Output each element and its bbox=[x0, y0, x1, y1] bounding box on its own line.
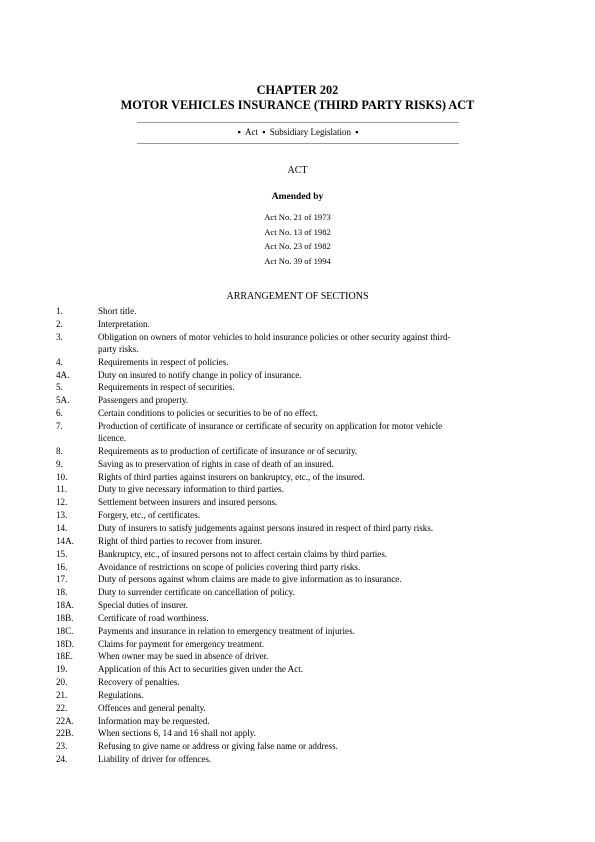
section-item[interactable] bbox=[56, 331, 466, 355]
section-number: 18C. bbox=[56, 625, 74, 636]
section-number: 8. bbox=[56, 445, 63, 456]
section-title: Bankruptcy, etc., of insured persons not to affect certain claims by third parties. bbox=[98, 548, 388, 559]
section-number: 5. bbox=[56, 382, 63, 393]
section-title: Regulations. bbox=[98, 689, 144, 700]
section-item[interactable] bbox=[56, 394, 466, 406]
section-item[interactable] bbox=[56, 561, 466, 573]
section-number: 1. bbox=[56, 306, 63, 316]
section-title: Saving as to preservation of rights in case of death of an insured. bbox=[98, 458, 334, 469]
section-item[interactable] bbox=[56, 509, 466, 521]
section-item[interactable] bbox=[56, 676, 466, 688]
section-title: Requirements in respect of securities. bbox=[98, 382, 235, 393]
nav-link-act[interactable]: Act bbox=[245, 127, 259, 137]
section-item[interactable] bbox=[56, 663, 466, 675]
section-number: 22. bbox=[56, 702, 68, 713]
section-title: When sections 6, 14 and 16 shall not apply. bbox=[98, 728, 257, 739]
section-number: 7. bbox=[56, 420, 63, 431]
section-title: Requirements as to production of certificate of insurance or of security. bbox=[98, 445, 358, 456]
section-item[interactable] bbox=[56, 356, 466, 368]
section-title: Refusing to give name or address or giving false name or address. bbox=[98, 741, 338, 752]
section-item[interactable] bbox=[56, 689, 466, 701]
top-divider bbox=[137, 122, 459, 123]
section-item[interactable] bbox=[56, 702, 466, 714]
act-title: MOTOR VEHICLES INSURANCE (THIRD PARTY RISKS) ACT bbox=[120, 98, 475, 112]
amending-act-item: Act No. 39 of 1994 bbox=[264, 256, 331, 267]
section-number: 23. bbox=[56, 741, 68, 752]
amended-by-label: Amended by bbox=[271, 192, 324, 202]
section-number: 12. bbox=[56, 497, 68, 508]
section-number: 11. bbox=[56, 484, 68, 495]
section-item[interactable] bbox=[56, 305, 466, 317]
section-number: 18. bbox=[56, 587, 68, 598]
section-number: 18B. bbox=[56, 612, 74, 623]
section-title: Recovery of penalties. bbox=[98, 677, 180, 688]
act-heading: ACT bbox=[287, 165, 308, 176]
section-item[interactable] bbox=[56, 445, 466, 457]
section-title: Forgery, etc., of certificates. bbox=[98, 510, 201, 521]
section-item[interactable] bbox=[56, 586, 466, 598]
amending-acts-list bbox=[0, 210, 595, 269]
section-item[interactable] bbox=[56, 753, 466, 765]
section-number: 2. bbox=[56, 318, 63, 329]
section-title: Passengers and property. bbox=[98, 395, 189, 406]
amending-act-item: Act No. 21 of 1973 bbox=[264, 212, 331, 222]
section-title: Avoidance of restrictions on scope of policies covering third party risks. bbox=[98, 561, 361, 572]
section-number: 21. bbox=[56, 689, 68, 700]
section-item[interactable] bbox=[56, 522, 466, 534]
section-number: 6. bbox=[56, 408, 63, 419]
section-number: 19. bbox=[56, 664, 68, 675]
section-title: Certificate of road worthiness. bbox=[98, 612, 209, 623]
section-title: Duty to surrender certificate on cancellation of policy. bbox=[98, 587, 295, 598]
section-item[interactable] bbox=[56, 740, 466, 752]
section-item[interactable] bbox=[56, 715, 466, 727]
section-number: 24. bbox=[56, 754, 68, 765]
section-item[interactable] bbox=[56, 407, 466, 419]
section-item[interactable] bbox=[56, 369, 466, 381]
section-number: 18E. bbox=[56, 651, 73, 662]
chapter-number: CHAPTER 202 bbox=[256, 83, 339, 97]
section-title: Requirements in respect of policies. bbox=[98, 356, 229, 367]
amending-act-item: Act No. 23 of 1982 bbox=[264, 241, 331, 252]
section-number: 20. bbox=[56, 677, 68, 688]
section-number: 18A. bbox=[56, 600, 74, 611]
section-title: Claims for payment for emergency treatment. bbox=[98, 638, 264, 649]
section-title: Special duties of insurer. bbox=[98, 600, 188, 611]
section-title: Liability of driver for offences. bbox=[98, 754, 212, 765]
section-title: Short title. bbox=[98, 306, 137, 316]
section-title: Interpretation. bbox=[98, 318, 150, 329]
bottom-divider bbox=[137, 143, 459, 144]
section-number: 4A. bbox=[56, 369, 70, 380]
section-number: 5A. bbox=[56, 395, 70, 406]
section-title: Settlement between insurers and insured persons. bbox=[98, 497, 278, 508]
nav-bullet: ▪ bbox=[355, 127, 359, 137]
section-title: Payments and insurance in relation to emergency treatment of injuries. bbox=[98, 625, 355, 636]
section-item[interactable] bbox=[56, 318, 466, 330]
section-title: Production of certificate of insurance or certificate of security on application for motor vehicle licence. bbox=[98, 420, 443, 444]
section-title: Offences and general penalty. bbox=[98, 702, 206, 713]
section-title: Application of this Act to securities given under the Act. bbox=[98, 664, 304, 675]
section-title: Rights of third parties against insurers on bankruptcy, etc., of the insured. bbox=[98, 471, 365, 482]
section-number: 16. bbox=[56, 561, 68, 572]
sections-list bbox=[56, 305, 466, 766]
nav-bullet: ▪ bbox=[262, 127, 266, 137]
section-item[interactable] bbox=[56, 381, 466, 393]
section-number: 17. bbox=[56, 574, 68, 585]
section-item[interactable] bbox=[56, 625, 466, 637]
section-item[interactable] bbox=[56, 496, 466, 508]
section-number: 14. bbox=[56, 522, 68, 533]
section-item[interactable] bbox=[56, 420, 466, 444]
section-title: Right of third parties to recover from insurer. bbox=[98, 535, 263, 546]
nav-bullet: ▪ bbox=[237, 127, 241, 137]
section-item[interactable] bbox=[56, 458, 466, 470]
section-number: 22A. bbox=[56, 715, 74, 726]
section-title: Obligation on owners of motor vehicles to hold insurance policies or other security against third-party risks. bbox=[98, 331, 451, 354]
section-title: Duty of insurers to satisfy judgements against persons insured in respect of third party risks. bbox=[98, 522, 434, 533]
arrangement-heading: ARRANGEMENT OF SECTIONS bbox=[226, 291, 369, 302]
section-number: 14A. bbox=[56, 535, 74, 546]
section-item[interactable] bbox=[56, 650, 466, 662]
nav-link-subsidiary-legislation[interactable]: Subsidiary Legislation bbox=[269, 127, 351, 137]
section-number: 4. bbox=[56, 356, 63, 367]
section-title: Duty of persons against whom claims are made to give information as to insurance. bbox=[98, 574, 402, 585]
section-item[interactable] bbox=[56, 612, 466, 624]
section-number: 9. bbox=[56, 458, 63, 469]
section-number: 15. bbox=[56, 548, 68, 559]
section-item[interactable] bbox=[56, 727, 466, 739]
section-title: Duty to give necessary information to third parties. bbox=[98, 484, 284, 495]
amending-act-item: Act No. 13 of 1982 bbox=[264, 226, 331, 237]
section-title: Information may be requested. bbox=[98, 715, 210, 726]
section-number: 3. bbox=[56, 331, 63, 342]
section-nav bbox=[137, 127, 459, 138]
section-item[interactable] bbox=[56, 573, 466, 585]
section-number: 18D. bbox=[56, 638, 74, 649]
section-title: When owner may be sued in absence of driver. bbox=[98, 651, 269, 662]
section-item[interactable] bbox=[56, 483, 466, 495]
section-number: 13. bbox=[56, 510, 68, 521]
section-item[interactable] bbox=[56, 548, 466, 560]
section-item[interactable] bbox=[56, 599, 466, 611]
section-item[interactable] bbox=[56, 535, 466, 547]
section-number: 10. bbox=[56, 471, 68, 482]
section-item[interactable] bbox=[56, 471, 466, 483]
section-item[interactable] bbox=[56, 638, 466, 650]
section-title: Duty on insured to notify change in policy of insurance. bbox=[98, 369, 302, 380]
section-title: Certain conditions to policies or securities to be of no effect. bbox=[98, 408, 318, 419]
section-number: 22B. bbox=[56, 728, 74, 739]
